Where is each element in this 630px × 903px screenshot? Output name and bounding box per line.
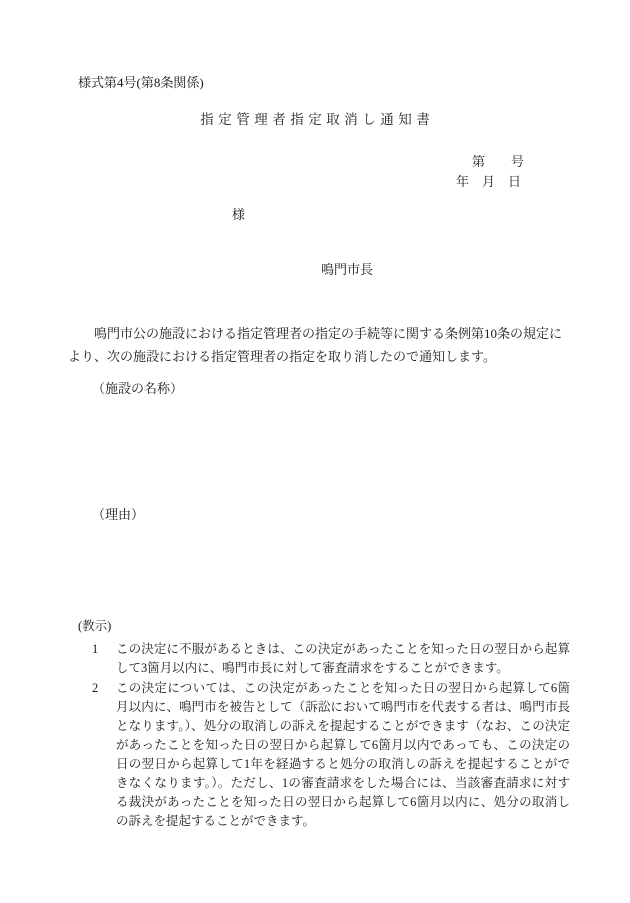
instruction-text: この決定に不服があるときは、この決定があったことを知った日の翌日から起算して3箇月以内に、鳴門市長に対して審査請求をすることができます。 [116, 641, 570, 675]
instruction-text: この決定については、この決定があったことを知った日の翌日から起算して6箇月以内に、鳴門市を被告として（訴訟において鳴門市を代表する者は、鳴門市長となります。）、処分の取消しの訴えを提起することができます（なお、この決定があったことを知った日の翌日から起算して6箇月以内であっても、この決定の日の翌日から起算して1年を経過すると処分の取消しの訴えを提起することができなくなります。）。ただし、1の審査請求をした場合には、当該審査請求に対する裁決があったことを知った日の翌日から起算して6箇月以内に、処分の取消しの訴えを提起することができます。 [116, 680, 570, 828]
instructions-heading: (教示) [78, 619, 112, 633]
instructions-block [78, 620, 570, 832]
instruction-number: 1 [92, 641, 99, 656]
instruction-item [78, 640, 570, 678]
form-number: 様式第4号(第8条関係) [78, 75, 204, 90]
document-number-line: 第 号 [472, 154, 525, 169]
document-meta-block [430, 152, 600, 192]
body-paragraph-text: 鳴門市公の施設における指定管理者の指定の手続等に関する条例第10条の規定により、次の施設における指定管理者の指定を取り消したので通知します。 [68, 326, 563, 364]
instruction-number: 2 [92, 680, 99, 695]
addressee-honorific: 様 [232, 207, 246, 222]
document-title: 指定管理者指定取消し通知書 [200, 112, 435, 127]
reason-label: （理由） [92, 507, 145, 522]
body-paragraph [68, 322, 562, 368]
document-date-line: 年 月 日 [456, 174, 522, 189]
instruction-item [78, 679, 570, 831]
facility-name-label: （施設の名称） [92, 381, 184, 396]
issuer-name: 鳴門市長 [321, 262, 374, 277]
